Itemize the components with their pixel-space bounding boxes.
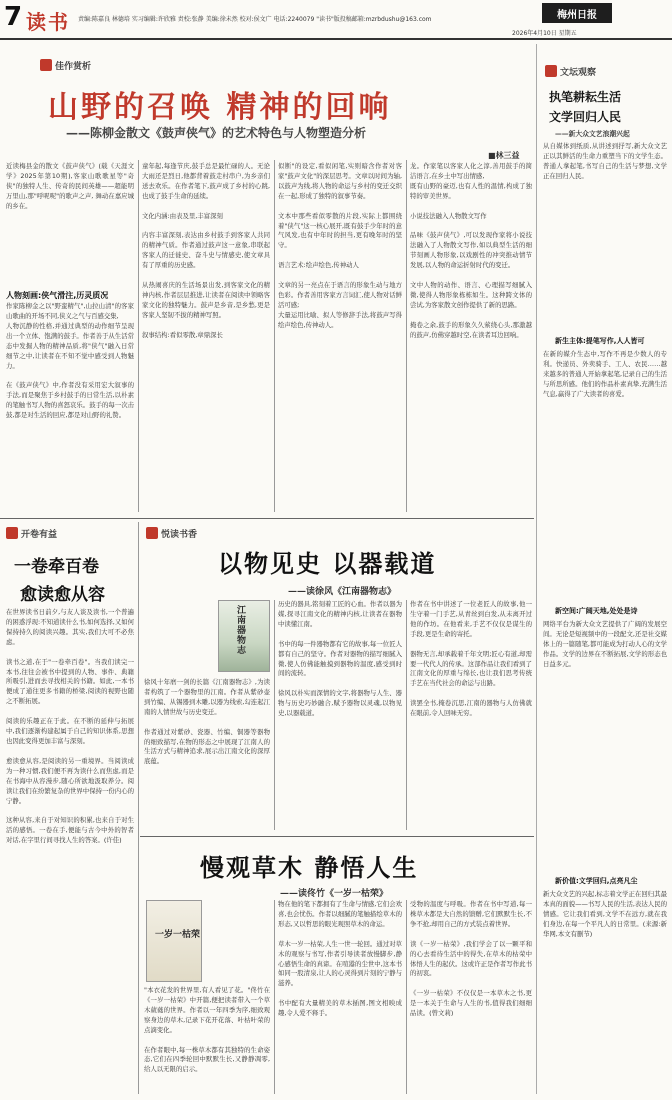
newspaper-logo: 梅州日报 [542,3,612,23]
middle-col-1: 徐风十年磨一剑的长篇《江南器物志》,为读者构筑了一个器物里的江南。作者从紫砂壶到竹编、从锡器到木雕,以器为线索,勾连起江南的人情世故与历史变迁。 作者通过对紫砂、瓷器、竹编、铜器等器物的细致描写,在物的形态之中展现了江南人的生活方式与精神追求,展示出江南文化的深厚底蕴。 [144,678,270,766]
top-badge: 佳作赏析 [40,58,91,72]
left-title-2: 愈读愈从容 [20,585,105,605]
bottom-col-2: 物在他的笔下都拥有了生命与情感,它们会欢喜,也会忧伤。作者以细腻的笔触描绘草木的形态,又以哲思的眼光观照草木的命运。 草木一岁一枯荣,人生一世一轮回。通过对草木的观察与书写,作者引导读者放慢脚步,静心感悟生命的真谛。在喧嚣的尘世中,这本书如同一股清泉,让人的心灵得到片刻的宁静与滋养。 书中配有大量精美的草木插图,图文相映成趣,令人爱不释手。 [278,900,402,1018]
page-header [0,0,672,40]
side-heading-1: 新生主体:提笔写作,人人皆可 [555,337,645,345]
middle-badge: 悦读书香 [146,526,197,540]
middle-col-3: 作者在书中讲述了一位老匠人的故事,他一生守着一门手艺,从青丝到白发,从未离开过他的作坊。在他看来,手艺不仅仅是谋生的手段,更是生命的寄托。 器物无言,却承载着千年文明;匠心有道,却需要一代代人的传承。这部作品让我们看到了江南文化的厚重与绵长,也让我们思考传统手艺在当代社会的命运与出路。 读罢全书,掩卷沉思,江南的器物与人仿佛就在眼前,令人回味无穷。 [410,600,532,718]
issue-date: 2026年4月10日 星期五 [512,30,577,37]
left-title-1: 一卷牵百卷 [14,557,99,577]
section-title: 读书 [26,10,70,34]
top-subhead-1: 人物刻画:侠气滑注,历灵质况 [6,291,109,300]
book-cover-yisui: 一岁一枯荣 [146,900,202,982]
bottom-col-1: "本衣花发的世界里,有人看见了花。"佟竹在《一岁一枯荣》中开篇,便把读者带入一个草木葳蕤的世界。作者以一年四季为序,细致观察身边的草木,记录下花开花落、叶枯叶荣的点滴变化。 在作者眼中,每一株草木都有其独特的生命姿态,它们在四季轮回中默默生长,又静静凋零,给人以无限的启示。 [144,986,270,1074]
side-column [536,44,670,1094]
left-badge: 开卷有益 [6,526,57,540]
section-icon [545,65,557,77]
top-article-subtitle: ——陈柳金散文《鼓声侠气》的艺术特色与人物塑造分析 [66,126,367,140]
side-text-3: 新大众文艺的兴起,标志着文学正在回归其最本真的面貌——书写人民的生活,表达人民的情感。它让我们看到,文学不在远方,就在我们身边,在每一个平凡人的日常里。(来源:新华网,本文有删节) [543,890,667,938]
bottom-article-title: 慢观草木 静悟人生 [200,853,419,882]
staff-credits: 责编:陈嘉良 林德培 实习编辑:许欣雅 责校:张静 美编:徐未然 校对:侯文广 电话:2240079 "读书"版投稿邮箱:mzrbdushu@163.com [78,16,432,23]
top-col-4: 龙。作家笔以客家人化之淳,善用鼓手的简洁语言,在乡土中写出情感, 既有山野的豪迈,也有人性的温情,构成了独特的审美世界。 小说技法融入人物散文写作 品味《鼓声侠气》,可以发现作家将小说技法融入了人物散文写作,如以典型生活的细节刻画人物形象,以戏剧性的冲突推动情节发展,以人物的命运折射时代的变迁。 文中人物的动作、语言、心理描写细腻入微,使得人物形象栋栋如生。这种跨文体的尝试,为客家散文创作提供了新的思路。 掩卷之余,鼓手的形象久久萦绕心头,那激越的鼓声,仿佛穿越时空,在读者耳边回响。 [410,162,532,339]
top-article-author: ■林三益 [488,151,520,160]
side-badge: 文坛观察 [545,64,596,78]
side-title-1: 执笔耕耘生活 [549,90,622,104]
middle-article-subtitle: ——读徐风《江南器物志》 [288,587,397,597]
side-heading-2: 新空间:广阔天地,处处是诗 [555,607,638,615]
section-icon [6,527,18,539]
top-col-3: 似断"的设定,看似闲笔,实则暗含作者对客家"鼓声文化"的深层思考。文章以时间为轴,以鼓声为线,将人物的命运与乡村的变迁交织在一起,形成了独特的叙事节奏。 文本中那些看似零散的片段,实际上都围绕着"侠气"这一核心展开,既有鼓手少年时的意气风发,也有中年时的担当,更有晚年时的坚守。 语言艺术:绘声绘色,传神动人 文章的另一亮点在于语言的形象生动与地方色彩。作者善用客家方言词汇,使人物对话鲜活可感; 大量运用比喻、拟人等修辞手法,将鼓声写得绘声绘色,传神动人。 [278,162,402,329]
side-intro: 从自媒体到纸质,从讲述到抒写,新大众文艺正以其鲜活的生命力重塑当下的文学生态。普通人拿起笔,书写自己的生活与梦想,文学正在回归人民。 [543,142,667,180]
side-text-2: 网络平台为新大众文艺提供了广阔的发展空间。无论是短视频中的一段配文,还是社交媒体上的一篇随笔,都可能成为打动人心的文学作品。文学的边界在不断拓展,文学的形态也日益多元。 [543,620,667,668]
left-body: 在世界读书日前夕,与友人谈及读书,一个普遍的困惑浮现:不知道读什么书,如何选择,又如何保持持久的阅读兴趣。其实,我们大可不必焦虑。 读书之道,在于"一卷牵百卷"。当我们读完一本书,往往会被书中提到的人物、事件、典籍所吸引,进而去寻找相关的书籍。如此,一本书便成了通往更多书籍的桥梁,阅读的视野也随之不断拓展。 阅读的乐趣正在于此。在不断的延伸与拓展中,我们逐渐构建起属于自己的知识体系,思想也因此变得更加丰富与深刻。 愈读愈从容,是阅读的另一重境界。当阅读成为一种习惯,我们便不再为读什么而焦虑,而是在书海中从容漫步,随心所欲地汲取养分。阅读让我们在纷繁复杂的世界中保持一份内心的宁静。 这种从容,来自于对知识的积累,也来自于对生活的感悟。一卷在手,便能与古今中外的智者对话,在字里行间寻找人生的答案。(许佳) [6,608,134,845]
side-heading-3: 新价值:文学回归,点亮凡尘 [555,877,638,885]
top-lead: 近读梅县金的散文《鼓声侠气》(载《天涯文学》2025年第10期),客家山歌歌星等"奇侠"的独特人生、传奇的民间英雄——超能明万里山,那"呼呢呢"的歌声之声, 舞动在嘉应城的乡在。 [6,162,134,210]
top-article-title: 山野的召唤 精神的回响 [48,90,392,125]
side-text-1: 在新的媒介生态中,写作不再是少数人的专利。快递员、外卖骑手、工人、农民……越来越多的普通人开始拿起笔,记录自己的生活与所思所感。他们的作品朴素真挚,充满生活气息,赢得了广大读者的喜爱。 [543,350,667,398]
book-cover-jiangnan: 江南器物志 [218,600,270,672]
page-number: 7 [4,2,23,32]
section-icon [146,527,158,539]
top-col-1: 作家陈柳金之以"野蛮精气",山拉山清"的客家山歌曲的开场不同,侠义之气与百感交集, 人物沉静的性格,并通过典型的动作细节呈现出一个立体、饱满的鼓手。作者善于从生活常态中发掘人物的精神品质,将"侠气"融入日常细节之中,让读者在不知不觉中感受到人物魅力。 在《鼓声侠气》中,作者没有采用宏大叙事的手法,而是聚焦于乡村鼓手的日常生活,以朴素的笔触书写人物的喜怒哀乐。鼓手的每一次击鼓,都是对生活的回应,都是对山野的礼赞。 [6,302,134,420]
top-col-2: 童年起,每逢节庆,鼓手总是最忙碌的人。无论大雨还是烈日,他都背着鼓走村串户,为乡亲们送去欢乐。在作者笔下,鼓声成了乡村的心跳,也成了鼓手生命的延续。 文化内涵:由表及里,丰富深刻 内容丰富深刻,表达由乡村鼓手到客家人共同的精神气质。作者通过鼓声这一意象,串联起客家人的迁徙史、奋斗史与情感史,使文章具有了厚重的历史感。 从热闹喜庆的生活场景出发,到客家文化的精神内核,作者层层推进,让读者在阅读中领略客家文化的独特魅力。鼓声是乡音,是乡愁,更是客家人坚韧不拔的精神写照。 叙事结构:看似零散,章鼎深长 [142,162,270,339]
side-title-2: 文学回归人民 [549,110,622,124]
middle-col-1-top [144,600,214,674]
middle-col-2: 历史的器具,铭刻着工匠的心血。作者以器为媒,探寻江南文化的精神内核,让读者在器物中读懂江南。 书中的每一件器物都有它的故事,每一位匠人都有自己的坚守。作者对器物的描写细腻入微,使人仿佛能触摸到器物的温度,感受到时间的流转。 徐风以朴实而深情的文字,将器物与人生、器物与历史巧妙融合,赋予器物以灵魂,以物见史,以器载道。 [278,600,402,718]
bottom-article-subtitle: ——读佟竹《一岁一枯荣》 [280,889,389,899]
side-subtitle: ——新大众文艺浪潮兴起 [555,130,630,138]
bottom-col-3: 受物的温度与呼吸。作者在书中写道,每一株草木都是大自然的馈赠,它们默默生长,不争不抢,却用自己的方式装点着世界。 读《一岁一枯荣》,我们学会了以一颗平和的心去看待生活中的得失,在草木的枯荣中体悟人生的起伏。这或许正是作者写作此书的初衷。 《一岁一枯荣》不仅仅是一本草木之书,更是一本关于生命与人生的书,值得我们细细品读。(曾文莉) [410,900,532,1018]
middle-article-title: 以物见史 以器载道 [218,549,437,578]
section-icon [40,59,52,71]
